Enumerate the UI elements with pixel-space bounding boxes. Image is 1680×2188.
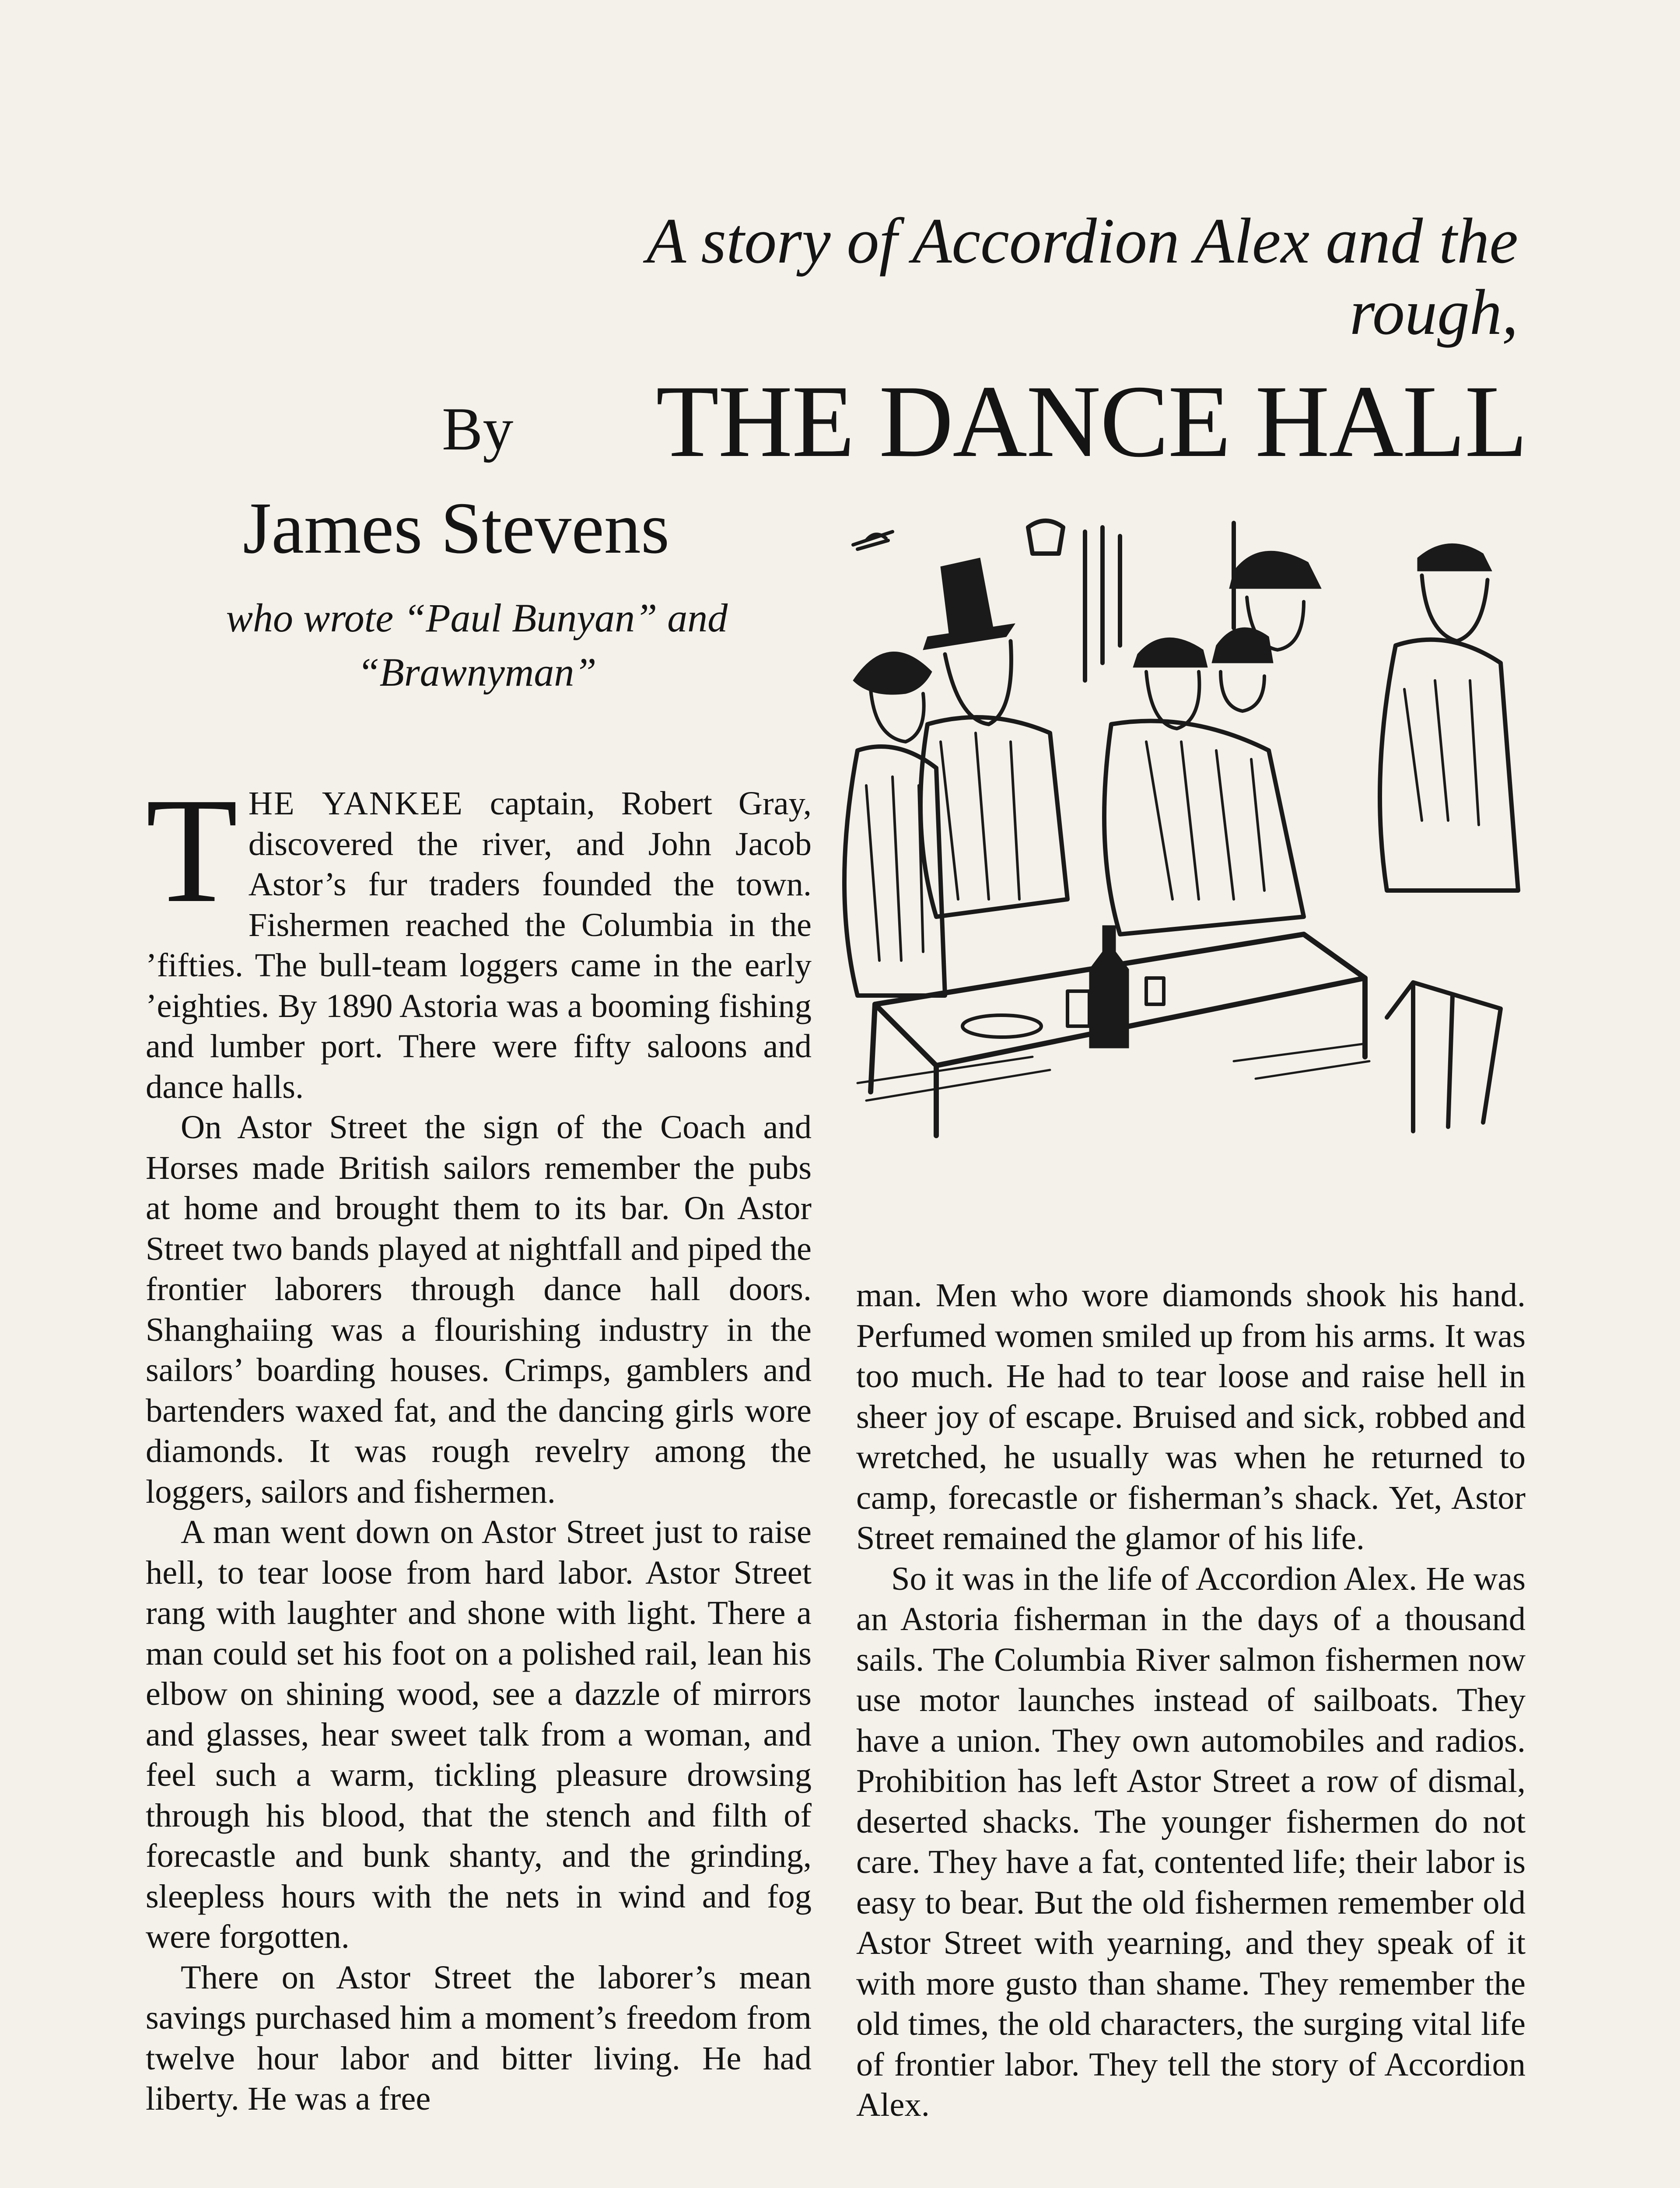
lead-in-caps: HE YANKEE	[248, 785, 464, 822]
paragraph-1-text: captain, Robert Gray, discovered the river, and John Jacob Astor’s fur traders founded the town. Fishermen reached the Columbia in the ’fifties. The bull-team loggers came in the early ’eighties. By 1890 Astoria was a booming fishing and lumber port. There were fifty saloons and dance halls.	[146, 785, 812, 1105]
paragraph-4: There on Astor Street the laborer’s mean savings purchased him a moment’s freedom from twelve hour labor and bitter living. He had liberty. He was a free	[146, 1958, 812, 2117]
author-credit-line-2: “Brawnyman”	[357, 650, 597, 695]
article-column-right	[856, 1275, 1526, 2125]
paragraph-3: A man went down on Astor Street just to raise hell, to tear loose from hard labor. Astor Street rang with laughter and shone with light. There a man could set his foot on a polished rail, lean his elbow on shining wood, see a dazzle of mirrors and glasses, hear sweet talk from a woman, and feel such a warm, tickling pleasure drowsing through his blood, that the stench and filth of forecastle and bunk shanty, and the grinding, sleepless hours with the nets in wind and fog were forgotten.	[146, 1513, 812, 1955]
author-credit	[171, 591, 783, 699]
dance-hall-illustration	[840, 514, 1522, 1140]
paragraph-2: On Astor Street the sign of the Coach and Horses made British sailors remember the pubs at home and brought them to its bar. On Astor Street two bands played at nightfall and piped the frontier laborers through dance hall doors. Shanghaiing was a flourishing industry in the sailors’ boarding houses. Crimps, gamblers and bartenders waxed fat, and the dancing girls wore diamonds. It was rough revelry among the loggers, sailors and fishermen.	[146, 1108, 812, 1510]
paragraph-4-continued: man. Men who wore diamonds shook his hand. Perfumed women smiled up from his arms. It was too much. He had to tear loose and raise hell in sheer joy of escape. Bruised and sick, robbed and wretched, he usually was when he returned to camp, forecastle or fisherman’s shack. Yet, Astor Street remained the glamor of his life.	[856, 1276, 1526, 1557]
paragraph-1	[146, 767, 812, 1107]
article-column-left	[146, 767, 812, 2119]
story-title: THE DANCE HALL	[656, 365, 1527, 479]
author-credit-line-1: who wrote “Paul Bunyan” and	[226, 596, 728, 640]
paragraph-5: So it was in the life of Accordion Alex. He was an Astoria fisherman in the days of a thousand sails. The Columbia River salmon fishermen now use motor launches instead of sailboats. They have a union. They own automobiles and radios. Prohibition has left Astor Street a row of dismal, deserted shacks. The younger fishermen do not care. They have a fat, contented life; their labor is easy to bear. But the old fishermen remember old Astor Street with yearning, and they speak of it with more gusto than shame. They remember the old times, the old characters, the surging vital life of frontier labor. They tell the story of Accordion Alex.	[856, 1560, 1526, 2123]
story-tagline: A story of Accordion Alex and the rough,	[646, 205, 1518, 348]
byline-by: By	[442, 395, 514, 463]
author-name: James Stevens	[243, 487, 670, 569]
drop-cap: T	[146, 767, 238, 934]
